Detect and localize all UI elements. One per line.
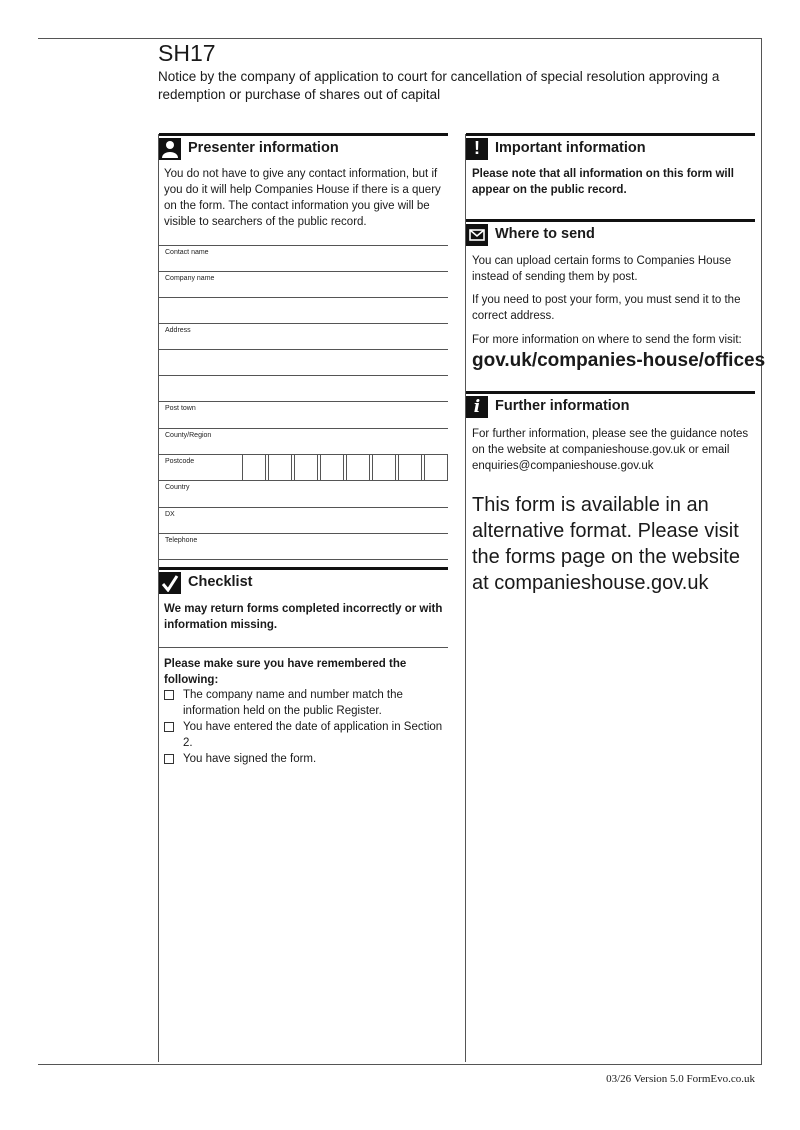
post-town-field[interactable]: [159, 402, 448, 429]
checklist-divider: [159, 647, 448, 648]
where-to-send-p2: If you need to post your form, you must send it to the correct address.: [472, 294, 741, 322]
contact-name-label: Contact name: [165, 249, 209, 256]
checklist-section-header: [159, 567, 448, 594]
address-line3-field[interactable]: [159, 376, 448, 402]
company-name-label: Company name: [165, 275, 215, 282]
right-column-rule: [465, 134, 466, 1062]
alternative-format-note: This form is available in an alternative format. Please visit the forms page on the website at companieshouse.gov.uk: [472, 494, 740, 594]
important-heading: Important information: [495, 140, 646, 156]
postcode-box-6[interactable]: [372, 455, 396, 481]
checklist-item: [164, 751, 446, 767]
company-name-field[interactable]: [159, 272, 448, 298]
postcode-box-3[interactable]: [294, 455, 318, 481]
important-text: Please note that all information on this form will appear on the public record.: [472, 168, 734, 196]
where-to-send-p3: For more information on where to send the form visit:: [472, 334, 742, 346]
company-name-line2-field[interactable]: [159, 298, 448, 324]
postcode-box-2[interactable]: [268, 455, 292, 481]
further-section-header: [466, 391, 755, 418]
postcode-box-5[interactable]: [346, 455, 370, 481]
address-label: Address: [165, 327, 191, 334]
checklist-item-text: The company name and number match the information held on the public Register.: [183, 689, 403, 717]
checklist-warning: We may return forms completed incorrectly or with information missing.: [164, 603, 443, 631]
checklist-reminder: Please make sure you have remembered the following:: [164, 658, 407, 686]
checkbox-3[interactable]: [164, 754, 174, 764]
further-heading: Further information: [495, 398, 630, 414]
presenter-heading: Presenter information: [188, 140, 339, 156]
important-section-header: [466, 133, 755, 160]
footer-version: 03/26 Version 5.0 FormEvo.co.uk: [606, 1073, 755, 1085]
form-title: Notice by the company of application to court for cancellation of special resolution approving a redemption or purchase of shares out of capital: [158, 69, 720, 102]
where-to-send-p1: You can upload certain forms to Companies House instead of sending them by post.: [472, 255, 732, 283]
info-icon: i: [466, 396, 488, 418]
checklist-item-text: You have signed the form.: [183, 753, 317, 765]
postcode-box-4[interactable]: [320, 455, 344, 481]
exclamation-icon: !: [466, 138, 488, 160]
county-region-label: County/Region: [165, 432, 212, 439]
presenter-intro: You do not have to give any contact information, but if you do it will help Companies House if there is a query on the form. The contact information you give will be visible to searchers of the public record.: [164, 168, 441, 228]
postcode-box-7[interactable]: [398, 455, 422, 481]
form-code: SH17: [158, 40, 216, 66]
checklist-heading: Checklist: [188, 574, 253, 590]
postcode-label: Postcode: [165, 458, 195, 465]
offices-link[interactable]: gov.uk/companies-house/offices: [472, 350, 766, 371]
person-icon: [159, 138, 181, 160]
country-field[interactable]: [159, 481, 448, 508]
further-text: For further information, please see the guidance notes on the website at companieshouse.gov.uk or email enquiries@companieshouse.gov.uk: [472, 428, 749, 472]
address-field[interactable]: [159, 324, 448, 350]
address-line2-field[interactable]: [159, 350, 448, 376]
telephone-label: Telephone: [165, 537, 198, 544]
postcode-box-8[interactable]: [424, 455, 448, 481]
dx-label: DX: [165, 511, 175, 518]
dx-field[interactable]: [159, 508, 448, 534]
postcode-box-1[interactable]: [242, 455, 266, 481]
envelope-icon: [466, 224, 488, 246]
where-to-send-heading: Where to send: [495, 226, 595, 242]
checkbox-2[interactable]: [164, 722, 174, 732]
bottom-rule: [38, 1064, 762, 1065]
telephone-field[interactable]: [159, 534, 448, 560]
contact-name-field[interactable]: [159, 246, 448, 272]
top-rule: [38, 38, 762, 39]
checkmark-icon: [159, 572, 181, 594]
presenter-section-header: [159, 133, 448, 160]
county-region-field[interactable]: [159, 429, 448, 455]
country-label: Country: [165, 484, 190, 491]
checkbox-1[interactable]: [164, 690, 174, 700]
where-to-send-section-header: [466, 219, 755, 246]
post-town-label: Post town: [165, 405, 196, 412]
checklist-item: [164, 687, 446, 719]
checklist-item-text: You have entered the date of application in Section 2.: [183, 721, 443, 749]
checklist-item: [164, 719, 446, 751]
